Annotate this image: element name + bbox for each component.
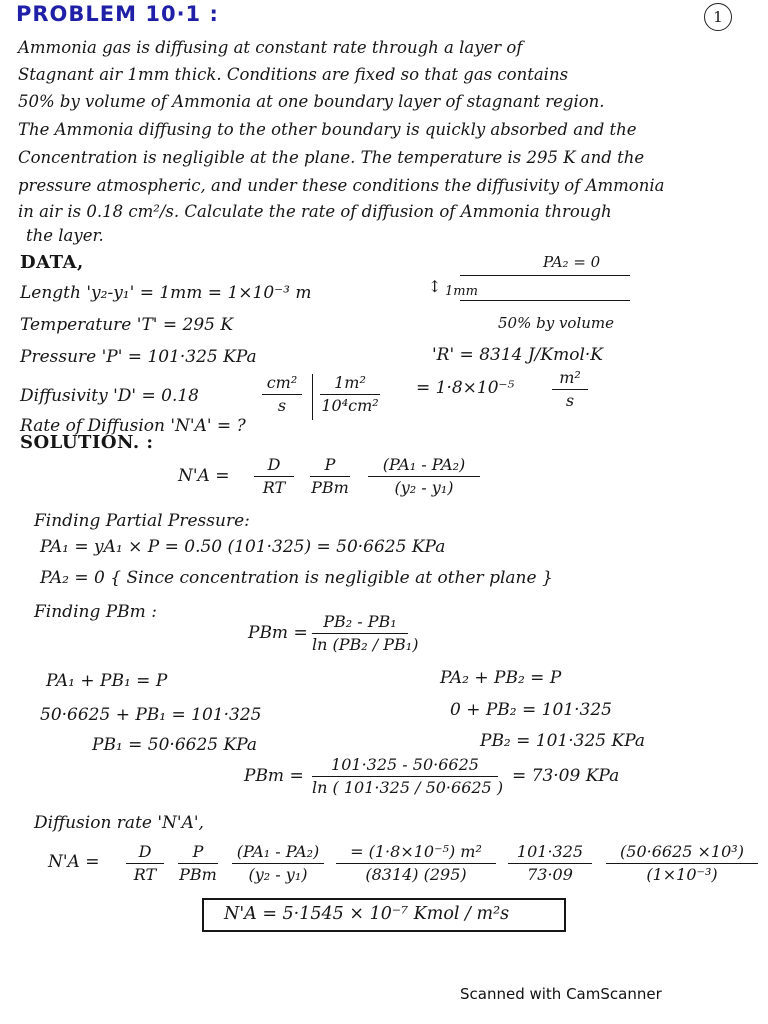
diffusivity-unit: m² s [552, 368, 588, 411]
sketch-thickness-label: 1mm [445, 284, 478, 299]
final-d-over-rt: D RT [126, 842, 164, 885]
final-substitution-p-pbm: 101·325 73·09 [508, 842, 592, 885]
scanner-watermark: Scanned with CamScanner [460, 985, 662, 1003]
data-rate: Rate of Diffusion 'N'A' = ? [20, 416, 246, 436]
final-substitution-pressure-length: (50·6625 ×10³) (1×10⁻³) [606, 842, 758, 885]
diffusivity-conversion-b: 1m² 10⁴cm² [321, 373, 379, 415]
left-col-line: PB₁ = 50·6625 KPa [92, 735, 258, 755]
sketch-thickness-arrow: ↕ [428, 277, 442, 296]
statement-line: Ammonia gas is diffusing at constant rate through a layer of [18, 38, 523, 57]
right-col-line: PA₂ + PB₂ = P [440, 668, 562, 688]
left-col-line: PA₁ + PB₁ = P [46, 671, 168, 691]
diffusivity-result: = 1·8×10⁻⁵ [416, 378, 515, 398]
statement-line: Concentration is negligible at the plane. The temperature is 295 K and the [18, 148, 645, 167]
pbm-heading: Finding PBm : [34, 602, 157, 622]
pbm-formula-lhs: PBm = [248, 623, 308, 643]
pbm-calc-lhs: PBm = [244, 766, 304, 786]
data-pressure: Pressure 'P' = 101·325 KPa [20, 347, 257, 367]
data-diffusivity: Diffusivity 'D' = 0.18 [20, 386, 199, 406]
statement-line: the layer. [26, 226, 104, 245]
left-col-line: 50·6625 + PB₁ = 101·325 [40, 705, 262, 725]
solution-heading: SOLUTION. : [20, 432, 154, 453]
pbm-formula: PB₂ - PB₁ ln (PB₂ / PB₁) [312, 612, 419, 654]
page-number: 1 [704, 3, 732, 31]
diffusion-rate-heading: Diffusion rate 'N'A', [34, 813, 204, 833]
data-heading: DATA, [20, 252, 84, 273]
pa2-value: PA₂ = 0 { Since concentration is negligible at other plane } [40, 568, 553, 588]
data-gas-constant: 'R' = 8314 J/Kmol·K [432, 345, 604, 365]
statement-line: The Ammonia diffusing to the other boundary is quickly absorbed and the [18, 120, 637, 139]
right-col-line: 0 + PB₂ = 101·325 [450, 700, 612, 720]
sketch-top-label: PA₂ = 0 [543, 253, 601, 271]
final-answer: N'A = 5·1545 × 10⁻⁷ Kmol / m²s [224, 904, 510, 924]
final-substitution-d-rt: = (1·8×10⁻⁵) m² (8314) (295) [336, 842, 496, 885]
pbm-result: = 73·09 KPa [512, 766, 620, 786]
statement-line: Stagnant air 1mm thick. Conditions are fixed so that gas contains [18, 65, 569, 84]
final-p-over-pbm: P PBm [179, 842, 217, 884]
statement-line: 50% by volume of Ammonia at one boundary layer of stagnant region. [18, 92, 605, 111]
conversion-divider [312, 374, 313, 420]
diffusivity-conversion-a: cm² s [262, 373, 302, 416]
formula-d-over-rt: D RT [254, 455, 294, 498]
right-col-line: PB₂ = 101·325 KPa [480, 731, 646, 751]
formula-lhs: N'A = [178, 466, 230, 486]
statement-line: in air is 0.18 cm²/s. Calculate the rate of diffusion of Ammonia through [18, 202, 612, 221]
data-length: Length 'y₂-y₁' = 1mm = 1×10⁻³ m [20, 283, 312, 303]
formula-p-over-pbm: P PBm [311, 455, 349, 497]
final-lhs: N'A = [48, 852, 100, 872]
sketch-bottom-label: 50% by volume [498, 314, 615, 332]
pbm-calc: 101·325 - 50·6625 ln ( 101·325 / 50·6625 ) [312, 755, 504, 797]
sketch-top-line [460, 275, 630, 276]
answer-box [202, 898, 566, 932]
sketch-bottom-line [460, 300, 630, 301]
data-temperature: Temperature 'T' = 295 K [20, 315, 234, 335]
partial-pressure-heading: Finding Partial Pressure: [34, 511, 250, 531]
problem-title: PROBLEM 10·1 : [16, 2, 219, 26]
final-pressure-over-length: (PA₁ - PA₂) (y₂ - y₁) [232, 842, 324, 885]
formula-pressure-over-length: (PA₁ - PA₂) (y₂ - y₁) [368, 455, 480, 498]
pa1-calculation: PA₁ = yA₁ × P = 0.50 (101·325) = 50·6625 KPa [40, 537, 446, 557]
statement-line: pressure atmospheric, and under these conditions the diffusivity of Ammonia [18, 176, 665, 195]
